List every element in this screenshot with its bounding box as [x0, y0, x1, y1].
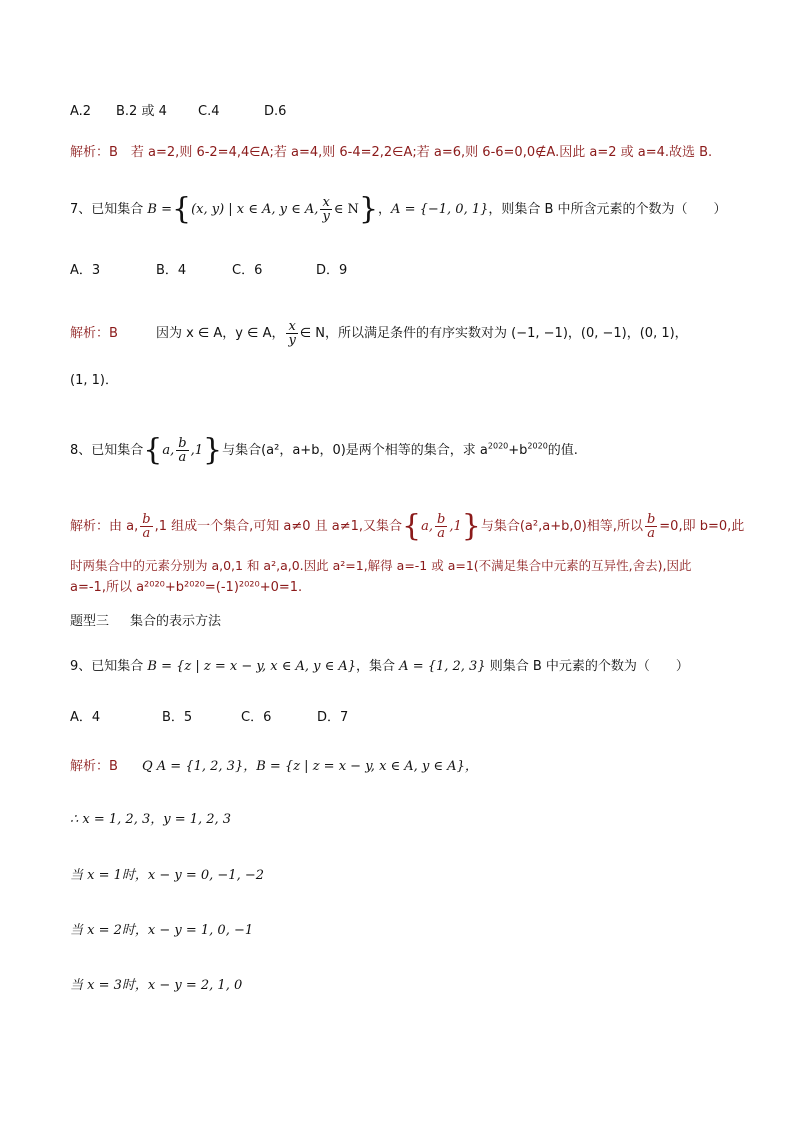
section-title: 集合的表示方法	[130, 614, 222, 629]
q8-analysis-fraction-1	[140, 513, 152, 540]
q6-analysis: 解析：B 若 a=2,则 6-2=4,4∈A;若 a=4,则 6-4=2,2∈A;若 a=6,则 6-6=0,0∉A.因此 a=2 或 a=4.故选 B.	[70, 145, 713, 160]
q8-analysis-left-brace: {	[402, 508, 422, 544]
q9-case-3: 当 x = 3时，x − y = 2, 1, 0	[70, 978, 243, 993]
q9-set-b: B = {z | z = x − y, x ∈ A, y ∈ A}	[147, 659, 357, 674]
q9-suffix: 则集合 B 中元素的个数为（ ）	[485, 659, 689, 674]
q7-prefix: 7、已知集合	[70, 202, 148, 217]
q7-analysis-3: (1, 1)．	[70, 373, 118, 388]
q7-frac-den: y	[322, 209, 330, 224]
q9-analysis	[70, 758, 478, 776]
q9-option-d: D．7	[317, 710, 349, 725]
q7-mid: ，	[378, 202, 392, 217]
q9-case-2: 当 x = 2时，x − y = 1, 0, −1	[70, 923, 254, 938]
q8-set-tail: ,1	[190, 443, 203, 458]
q8-right-brace: }	[203, 432, 223, 468]
section-label: 题型三	[70, 614, 110, 629]
q7-question	[70, 191, 727, 227]
q7-option-b: B．4	[156, 263, 187, 278]
q7-analysis-2: ∈ N，所以满足条件的有序实数对为 (−1, −1)，(0, −1)，(0, 1)，	[299, 326, 688, 341]
q9-option-c: C．6	[241, 710, 272, 725]
q9-case-1: 当 x = 1时，x − y = 0, −1, −2	[70, 868, 265, 883]
q6-options	[70, 103, 286, 121]
q8-analysis-line3: a=-1,所以 a²⁰²⁰+b²⁰²⁰=(-1)²⁰²⁰+0=1.	[70, 580, 303, 595]
q8-prefix: 8、已知集合	[70, 443, 144, 458]
q8-a-frac1-num: b	[142, 512, 151, 527]
q8-a-frac3-num: b	[646, 512, 656, 527]
q7-options	[70, 262, 347, 280]
q7-frac-num: x	[322, 195, 330, 210]
q7-analysis-frac-num: x	[288, 319, 296, 334]
q8-exp1: 2020	[487, 441, 509, 451]
q9-option-a: A．4	[70, 710, 101, 725]
q8-analysis-set-tail: ,1	[449, 519, 462, 534]
q8-analysis-set-a: a,	[421, 519, 434, 534]
q7-suffix: ，则集合 B 中所含元素的个数为（ ）	[488, 202, 727, 217]
q7-analysis-1: 因为 x ∈ A，y ∈ A，	[156, 326, 285, 341]
q8-a-frac2-num: b	[437, 512, 446, 527]
q6-option-a: A.2	[70, 104, 92, 119]
q8-frac-den: a	[178, 450, 187, 465]
q9-question	[70, 658, 689, 676]
q7-option-c: C．6	[232, 263, 263, 278]
q9-options	[70, 709, 348, 727]
q9-set-a: A = {1, 2, 3}	[399, 659, 486, 674]
q6-option-b: B.2 或 4	[116, 104, 167, 119]
q8-text: 与集合(a²，a+b，0)是两个相等的集合，求 a	[222, 443, 488, 458]
q8-left-brace: {	[143, 432, 163, 468]
q8-question	[70, 432, 578, 468]
q9-mid: ，集合	[356, 659, 400, 674]
section-heading	[70, 613, 221, 631]
q8-exp2: 2020	[527, 441, 548, 451]
q7-analysis-label: 解析：B	[70, 326, 118, 341]
q8-analysis-1d: =0,即 b=0,此	[659, 519, 745, 534]
q8-a-frac3-den: a	[647, 526, 655, 541]
q7-set-b-body: (x, y) | x ∈ A, y ∈ A,	[191, 202, 319, 217]
q8-analysis-fraction-3	[645, 513, 657, 540]
q7-option-a: A．3	[70, 263, 101, 278]
q7-analysis-fraction	[286, 320, 297, 347]
q8-analysis-1a: 解析：由 a,	[70, 519, 139, 534]
q8-fraction	[176, 437, 188, 464]
q9-analysis-label: 解析：B	[70, 759, 118, 774]
q7-set-a: A = {−1, 0, 1}	[391, 202, 489, 217]
q7-fraction	[320, 196, 331, 223]
q7-in-n: ∈ N	[333, 202, 359, 217]
q7-analysis-frac-den: y	[288, 333, 296, 348]
q8-analysis-1b: ,1 组成一个集合,可知 a≠0 且 a≠1,又集合	[154, 519, 403, 534]
q8-analysis-line2: 时两集合中的元素分别为 a,0,1 和 a²,a,0.因此 a²=1,解得 a=-1 或 a=1(不满足集合中元素的互异性,舍去),因此	[70, 558, 692, 573]
q8-frac-num: b	[178, 436, 187, 451]
q9-analysis-2: ∴ x = 1, 2, 3，y = 1, 2, 3	[70, 812, 232, 827]
q7-right-brace: }	[358, 191, 379, 227]
q8-set-a: a,	[162, 443, 175, 458]
q8-analysis-line1	[70, 508, 745, 544]
q8-a-frac2-den: a	[437, 526, 446, 541]
q8-analysis-1c: 与集合(a²,a+b,0)相等,所以	[480, 519, 643, 534]
q8-a-frac1-den: a	[142, 526, 151, 541]
q6-option-c: C.4	[198, 104, 220, 119]
q7-analysis	[70, 320, 688, 347]
q7-left-brace: {	[171, 191, 192, 227]
q9-prefix: 9、已知集合	[70, 659, 148, 674]
q8-analysis-right-brace: }	[461, 508, 481, 544]
q9-option-b: B．5	[162, 710, 193, 725]
q6-option-d: D.6	[264, 104, 287, 119]
q7-set-b-left: B =	[147, 202, 172, 217]
q8-plus: +b	[508, 443, 528, 458]
q8-end: 的值.	[547, 443, 578, 458]
q7-option-d: D．9	[316, 263, 348, 278]
q9-analysis-1: Q A = {1, 2, 3}，B = {z | z = x − y, x ∈ A, y ∈ A}，	[142, 759, 478, 774]
q8-analysis-fraction-2	[435, 513, 447, 540]
